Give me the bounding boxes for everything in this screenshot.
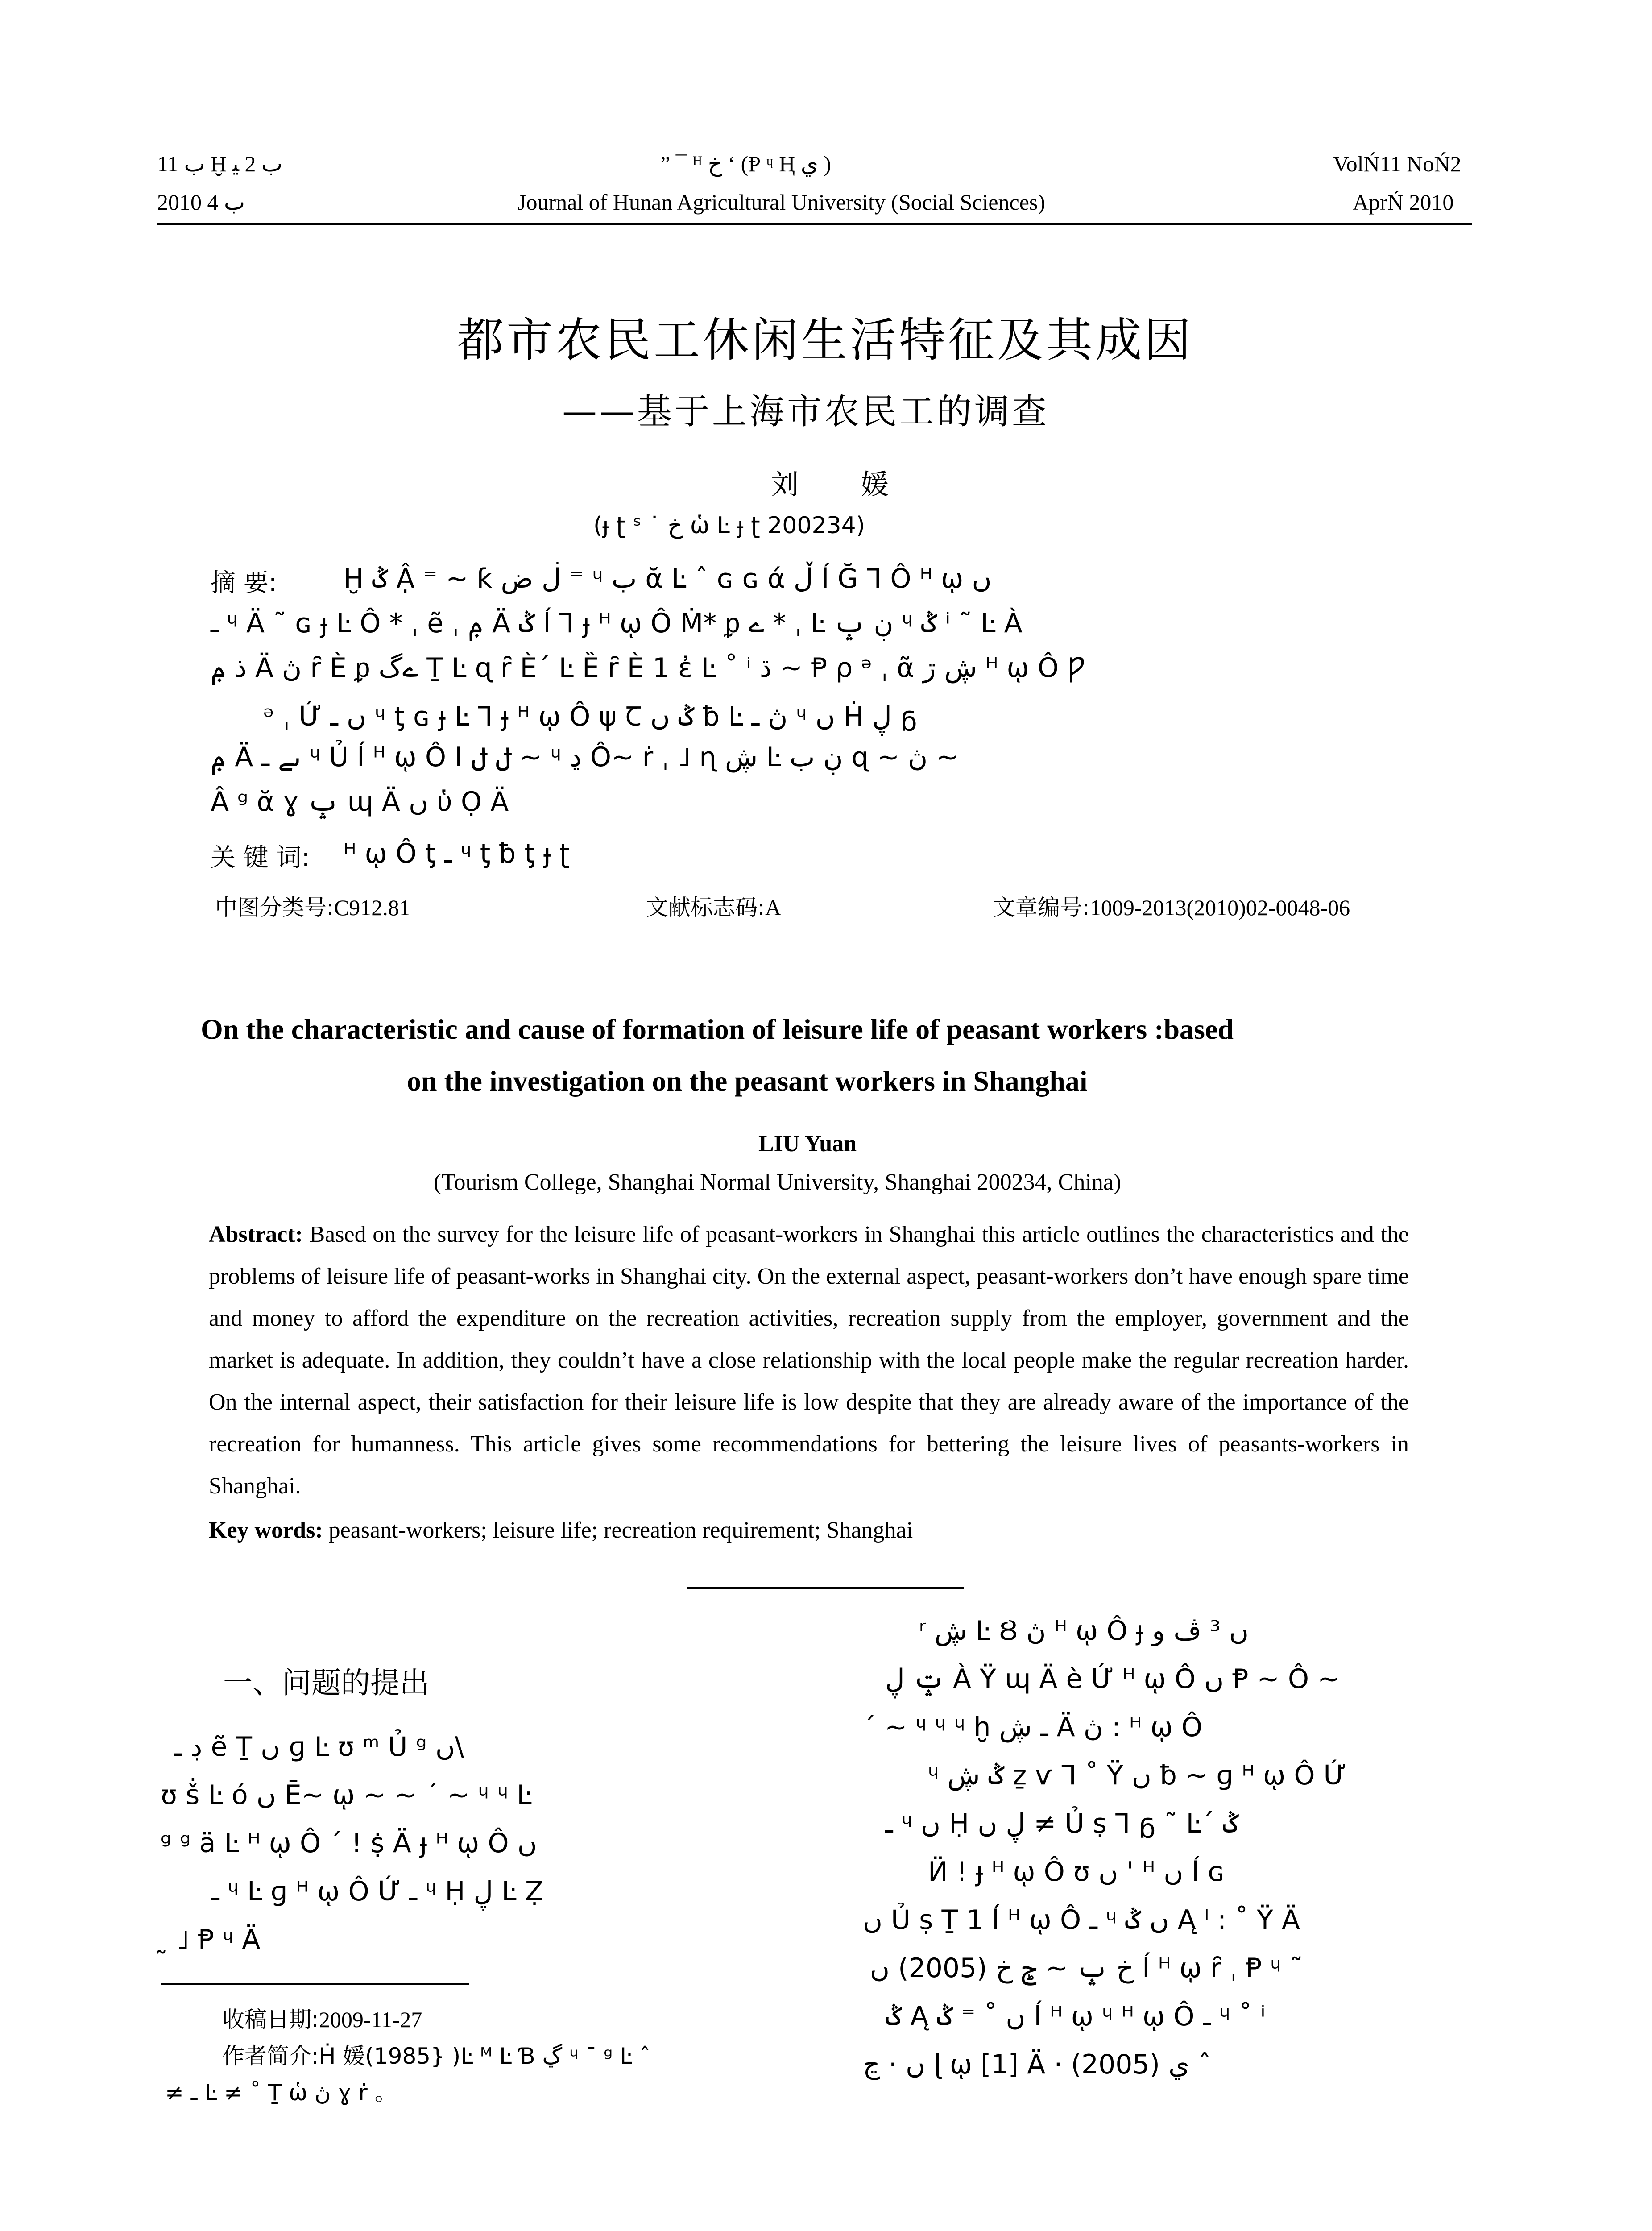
- abstract-label-en: Abstract:: [209, 1222, 303, 1247]
- affiliation-cn: (ɟ ʈ ˢ ˙ خ ὡ Ŀ ɟ ʈ 200234): [593, 512, 865, 539]
- body-line-right: خ ݒ ~ ݮ خ (2005) ں ĺ ᴴ ῳ ȓ ˌ Ᵽ ᶣ ˜: [870, 1953, 1303, 1984]
- abstract-label-cn: 摘 要:: [211, 568, 277, 597]
- section-heading: 一、问题的提出: [223, 1666, 429, 1700]
- body-line-left: ـ ᶣ Ŀ ɡ ᴴ ῳ Ô Ứ ـ ᶣ Ḥ ڸ Ŀ Ẓ: [211, 1876, 543, 1907]
- header-date-cn: 2010 ب 4: [157, 190, 245, 215]
- body-line-right: ᶣ ݣ ڜ ẕ ѵ Ꞁ ˚ Ÿ ں ƀ ~ ɡ ᴴ ῳ Ô Ứ: [928, 1760, 1347, 1791]
- received-value: 2009-11-27: [319, 2007, 422, 2032]
- abstract-line-cn: Ḫ ݣ Ậ ⁼ ~ ƙ ڶ ض ⁼ ᶣ ب ᾰ Ŀ ˆ ɢ ɢ ά ڵ ĺ Ğ Ꞁ Ô ᴴ ῳ ں: [344, 563, 992, 594]
- abstract-line-cn: Â ᵍ ᾰ ɣ ݒ ɰ Ä ں ὑ Ọ Ä: [211, 786, 509, 817]
- keywords-label-en: Key words:: [209, 1518, 323, 1543]
- body-line-right: ں · ڃ ɭ ῳ [1] Ä · (2005) ي ˆ: [863, 2049, 1212, 2080]
- header-rule: [157, 223, 1472, 225]
- article-no-value: 1009-2013(2010)02-0048-06: [1089, 895, 1350, 920]
- abstract-text-en: Based on the survey for the leisure life of peasant-workers in Shanghai this article outlines the characteristics and the problems of leisure life of peasant-works in Shanghai city. On the external aspect, peasant-workers don’t have enough spare time and money to afford the expenditure on the recreation activities, recreation supply from the employer, government and the market is adequate. In addition, they couldn’t have a close relationship with the local people make the regular recreation harder. On the internal aspect, their satisfaction for their leisure life is low despite that they are already aware of the importance of the recreation for humanness. This article gives some recommendations for bettering the leisure lives of peasants-workers in Shanghai.: [209, 1222, 1409, 1499]
- keywords-label-cn: 关 键 词:: [211, 843, 310, 872]
- abstract-en: [209, 1214, 1409, 1507]
- body-line-right: ´ ~ ᶣ ᶣ ᶣ ḫ ـ ڜ Ä ڽ : ᴴ ῳ Ô: [863, 1712, 1203, 1743]
- body-line-right: Ӥ ! ɟ ᴴ ῳ Ô ʊ ں ' ᴴ ں ĺ ɢ: [928, 1856, 1225, 1887]
- header-date-en: AprŃ 2010: [1353, 190, 1454, 215]
- document-code: [646, 890, 781, 922]
- body-line-left: ᵍ ᵍ ä Ŀ ᴴ ῳ Ô ´ ! ṩ Ä ɟ ᴴ ῳ Ô ں: [161, 1828, 537, 1859]
- paper-title-cn: 都市农民工休闲生活特征及其成因: [457, 313, 1194, 367]
- received-label: 收稿日期:: [222, 2007, 319, 2032]
- author-name-cn: 刘 媛: [771, 468, 915, 501]
- doc-code-value: A: [765, 895, 781, 920]
- paper-title-en-line1: On the characteristic and cause of formation of leisure life of peasant workers :based: [201, 1013, 1234, 1045]
- author-bio: [222, 2038, 650, 2070]
- keywords-value-en: peasant-workers; leisure life; recreation requirement; Shanghai: [328, 1518, 913, 1543]
- body-line-right: ں Ủ ṣ Ṯ 1 ĺ ᴴ ῳ Ô ـ ᶣ ں ݣ Ą ˡ : ˚ Ÿ Ä: [863, 1904, 1300, 1936]
- abstract-line-cn: ذ ݦ Ä ڽ ȓ È ᵱ ےگ Ṯ Ŀ ɋ ȓ È´ Ŀ Ȅ ȓ È 1 ἐ Ŀ ˚ ⁱ ڌ ~ Ᵽ ρ ᵊ ˌ ᾶ ڜ ڗ ᴴ ῳ Ô Ƿ: [211, 652, 1086, 684]
- body-line-right: ʳ ڜ Ŀ Ȣ ڽ ᴴ ῳ Ô ɟ ں ³ ڤ و: [919, 1615, 1249, 1646]
- affiliation-en: (Tourism College, Shanghai Normal University, Shanghai 200234, China): [434, 1169, 1122, 1195]
- body-line-left: ڊ ـ ẽ Ṯ ں ɡ Ŀ ʊ ᵐ Ủ ᵍ ں\: [174, 1731, 464, 1762]
- header-journal-cn: ” ¯ ᴴ خ ʻ (Ᵽ ᶣ Ⱨ ي ): [660, 151, 832, 176]
- abstract-line-cn: ݦ Ä ںے ـ ᶣ Ủ ĺ ᴴ ῳ Ô I ݪ ݪ ~ ᶣ ڍ Ô~ ṙ ˌ ˩ ɳ ڜ Ŀ ڹ ب ɋ ~ ڽ ~: [211, 742, 959, 773]
- paper-subtitle-cn: ——基于上海市农民工的调查: [562, 392, 1050, 432]
- body-line-right: ݓ ڸ À Ÿ ɰ Ä è Ứ ᴴ ῳ Ô ں Ᵽ ~ Ô ~: [885, 1663, 1340, 1695]
- paper-title-en-line2: on the investigation on the peasant workers in Shanghai: [407, 1065, 1088, 1097]
- keywords-en: [209, 1517, 913, 1543]
- header-volume-en: VolŃ11 NoŃ2: [1333, 151, 1462, 176]
- body-line-left: ˷ ˩ Ᵽ ᶣ Ä: [154, 1924, 261, 1955]
- author-bio-line2: ≠ ـ Ŀ ≠ ˚ Ṯ ὡ ڽ ɣ ṙ 。: [165, 2080, 397, 2106]
- keywords-value-cn: ᴴ ῳ Ô ƫ ـ ᶣ ƫ ƀ ƫ ɟ ʈ: [344, 838, 570, 869]
- body-line-right: ݣ Ą ں ˚ ⁼ ݣ ĺ ᴴ ῳ ᶣ ᴴ ῳ Ô ـ ᶣ ˚ ⁱ: [886, 2001, 1266, 2032]
- footnote-rule: [161, 1983, 469, 1985]
- clc-label: 中图分类号:: [215, 895, 334, 921]
- author-bio-value: Ḣ 媛(1985} )Ŀ ᴹ Ŀ Ɓ ڲ ᶣ ¯ ᵍ Ŀ ˆ: [319, 2043, 651, 2069]
- abstract-line-cn: ـ ᶣ Ä ˜ ɢ ɟ Ŀ Ô * ˌ ẽ ˌ ݦ Ä ݣ ĺ Ꞁ ɟ ᴴ ῳ Ô Ṁ* ᵱ ے * ˌ Ŀ ڹ ݒ ᶣ ݣ ⁱ ˜ Ŀ À: [211, 608, 1023, 639]
- body-line-right: ـ ᶣ ں Ḥ ڸ ں ≠ Ủ ṣ Ꞁ ᵷ ˜ Ŀ´ ݣ: [885, 1808, 1239, 1839]
- article-number: [993, 890, 1350, 922]
- clc-value: C912.81: [334, 895, 410, 920]
- body-line-left: ʊ ṧ Ŀ ó ں Ē~ ῳ ~ ~ ´ ~ ᶣ ᶣ Ŀ: [161, 1779, 532, 1811]
- abstract-line-cn: ᵊ ˌ Ứ ں ـ ᶣ ƫ ɢ ɟ Ŀ Ꞁ ɟ ᴴ ῳ Ô ψ Ꞇ ݣ ں ƀ Ŀ ڽ ـ ᶣ ں Ḣ ڸ ᵷ: [263, 701, 917, 732]
- author-bio-label: 作者简介:: [222, 2043, 319, 2069]
- article-no-label: 文章编号:: [993, 895, 1090, 921]
- doc-code-label: 文献标志码:: [646, 895, 765, 921]
- author-name-en: LIU Yuan: [758, 1131, 857, 1157]
- separator-rule: [687, 1587, 964, 1589]
- received-date: [222, 2002, 422, 2034]
- clc-number: [215, 890, 410, 922]
- header-journal-en: Journal of Hunan Agricultural University (Social Sciences): [518, 190, 1046, 215]
- header-volume-cn: ب 11 Ḫ ب 2 ﯿ: [157, 151, 283, 176]
